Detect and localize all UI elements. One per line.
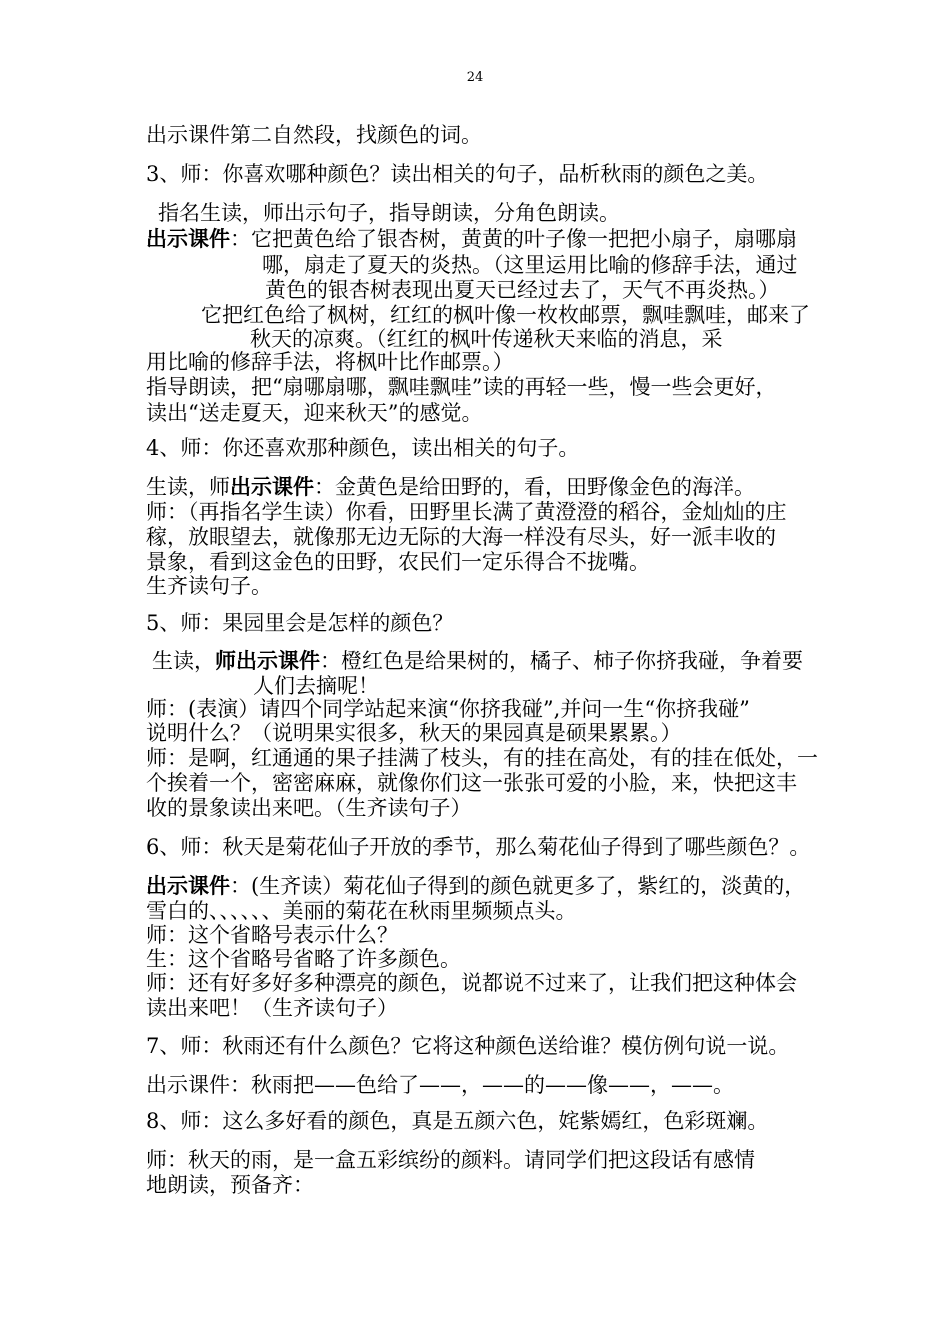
text-line: 师：这个省略号表示什么？: [146, 923, 398, 947]
text-line: 3、师：你喜欢哪种颜色？读出相关的句子，品析秋雨的颜色之美。: [146, 162, 769, 186]
text-line: 师：还有好多好多种漂亮的颜色，说都说不过来了，让我们把这种体会: [146, 971, 797, 995]
text-line: 师：秋天的雨，是一盒五彩缤纷的颜料。请同学们把这段话有感情: [146, 1148, 755, 1172]
text-line: 它把红色给了枫树，红红的枫叶像一枚枚邮票，飘哇飘哇，邮来了: [201, 303, 810, 327]
text-line: 哪，扇走了夏天的炎热。（这里运用比喻的修辞手法，通过: [262, 253, 798, 277]
text-line: 师：(表演）请四个同学站起来演“你挤我碰”,并问一生“你挤我碰”: [146, 697, 750, 721]
text-line: 说明什么？（说明果实很多，秋天的果园真是硕果累累。）: [146, 721, 682, 745]
text-line: 师：是啊，红通通的果子挂满了枝头，有的挂在高处，有的挂在低处，一: [146, 746, 818, 770]
text-line: 黄色的银杏树表现出夏天已经过去了，天气不再炎热。）: [265, 278, 780, 302]
page-number: 24: [466, 70, 484, 85]
text-line: 7、师：秋雨还有什么颜色？它将这种颜色送给谁？模仿例句说一说。: [146, 1034, 790, 1058]
text-line: 8、师：这么多好看的颜色，真是五颜六色，姹紫嫣红，色彩斑斓。: [146, 1109, 769, 1133]
text-line: 出示课件第二自然段，找颜色的词。: [146, 123, 482, 147]
text-line: 地朗读，预备齐：: [146, 1173, 314, 1197]
courseware-label: 出示课件: [146, 226, 230, 251]
text-line: 出示课件：(生齐读）菊花仙子得到的颜色就更多了，紫红的，淡黄的，: [146, 873, 806, 898]
text-line: 生读，师出示课件：橙红色是给果树的，橘子、柿子你挤我碰，争着要: [152, 648, 803, 673]
text-line: 指导朗读，把“扇哪扇哪，飘哇飘哇”读的再轻一些，慢一些会更好，: [146, 375, 777, 399]
text-line: 用比喻的修辞手法，将枫叶比作邮票。）: [146, 350, 514, 374]
text-line: 指名生读，师出示句子，指导朗读，分角色朗读。: [158, 201, 620, 225]
text-line: 雪白的、、、、、、美丽的菊花在秋雨里频频点头。: [146, 899, 577, 923]
text-line: 稼，放眼望去，就像那无边无际的大海一样没有尽头，好一派丰收的: [146, 525, 776, 549]
text-line: 6、师：秋天是菊花仙子开放的季节，那么菊花仙子得到了哪些颜色？。: [146, 835, 811, 859]
text-line: 个挨着一个，密密麻麻，就像你们这一张张可爱的小脸，来，快把这丰: [146, 771, 797, 795]
text-line: 景象，看到这金色的田野，农民们一定乐得合不拢嘴。: [146, 550, 650, 574]
text-line: 人们去摘呢！: [253, 674, 379, 698]
text-line: 出示课件：秋雨把——色给了——，——的——像——，——。: [146, 1073, 734, 1097]
text-line: 生读，师出示课件：金黄色是给田野的，看，田野像金色的海洋。: [146, 474, 755, 499]
text-line: 秋天的凉爽。（红红的枫叶传递秋天来临的消息，采: [250, 327, 723, 351]
text-line: 生齐读句子。: [146, 574, 272, 598]
text-line: 读出来吧！（生齐读句子）: [146, 996, 398, 1020]
text-line: 生：这个省略号省略了许多颜色。: [146, 947, 461, 971]
text-line: 读出“送走夏天，迎来秋天”的感觉。: [146, 401, 483, 425]
text-line: 收的景象读出来吧。（生齐读句子）: [146, 796, 472, 820]
courseware-label: 出示课件: [230, 474, 314, 499]
courseware-label: 师出示课件: [215, 648, 320, 673]
text-line: 出示课件：它把黄色给了银杏树，黄黄的叶子像一把把小扇子，扇哪扇: [146, 226, 797, 251]
courseware-label: 出示课件: [146, 873, 230, 898]
text-line: 师：（再指名学生读）你看，田野里长满了黄澄澄的稻谷，金灿灿的庄: [146, 500, 787, 524]
text-line: 5、师：果园里会是怎样的颜色？: [146, 611, 454, 635]
text-line: 4、师：你还喜欢那种颜色，读出相关的句子。: [146, 436, 580, 460]
